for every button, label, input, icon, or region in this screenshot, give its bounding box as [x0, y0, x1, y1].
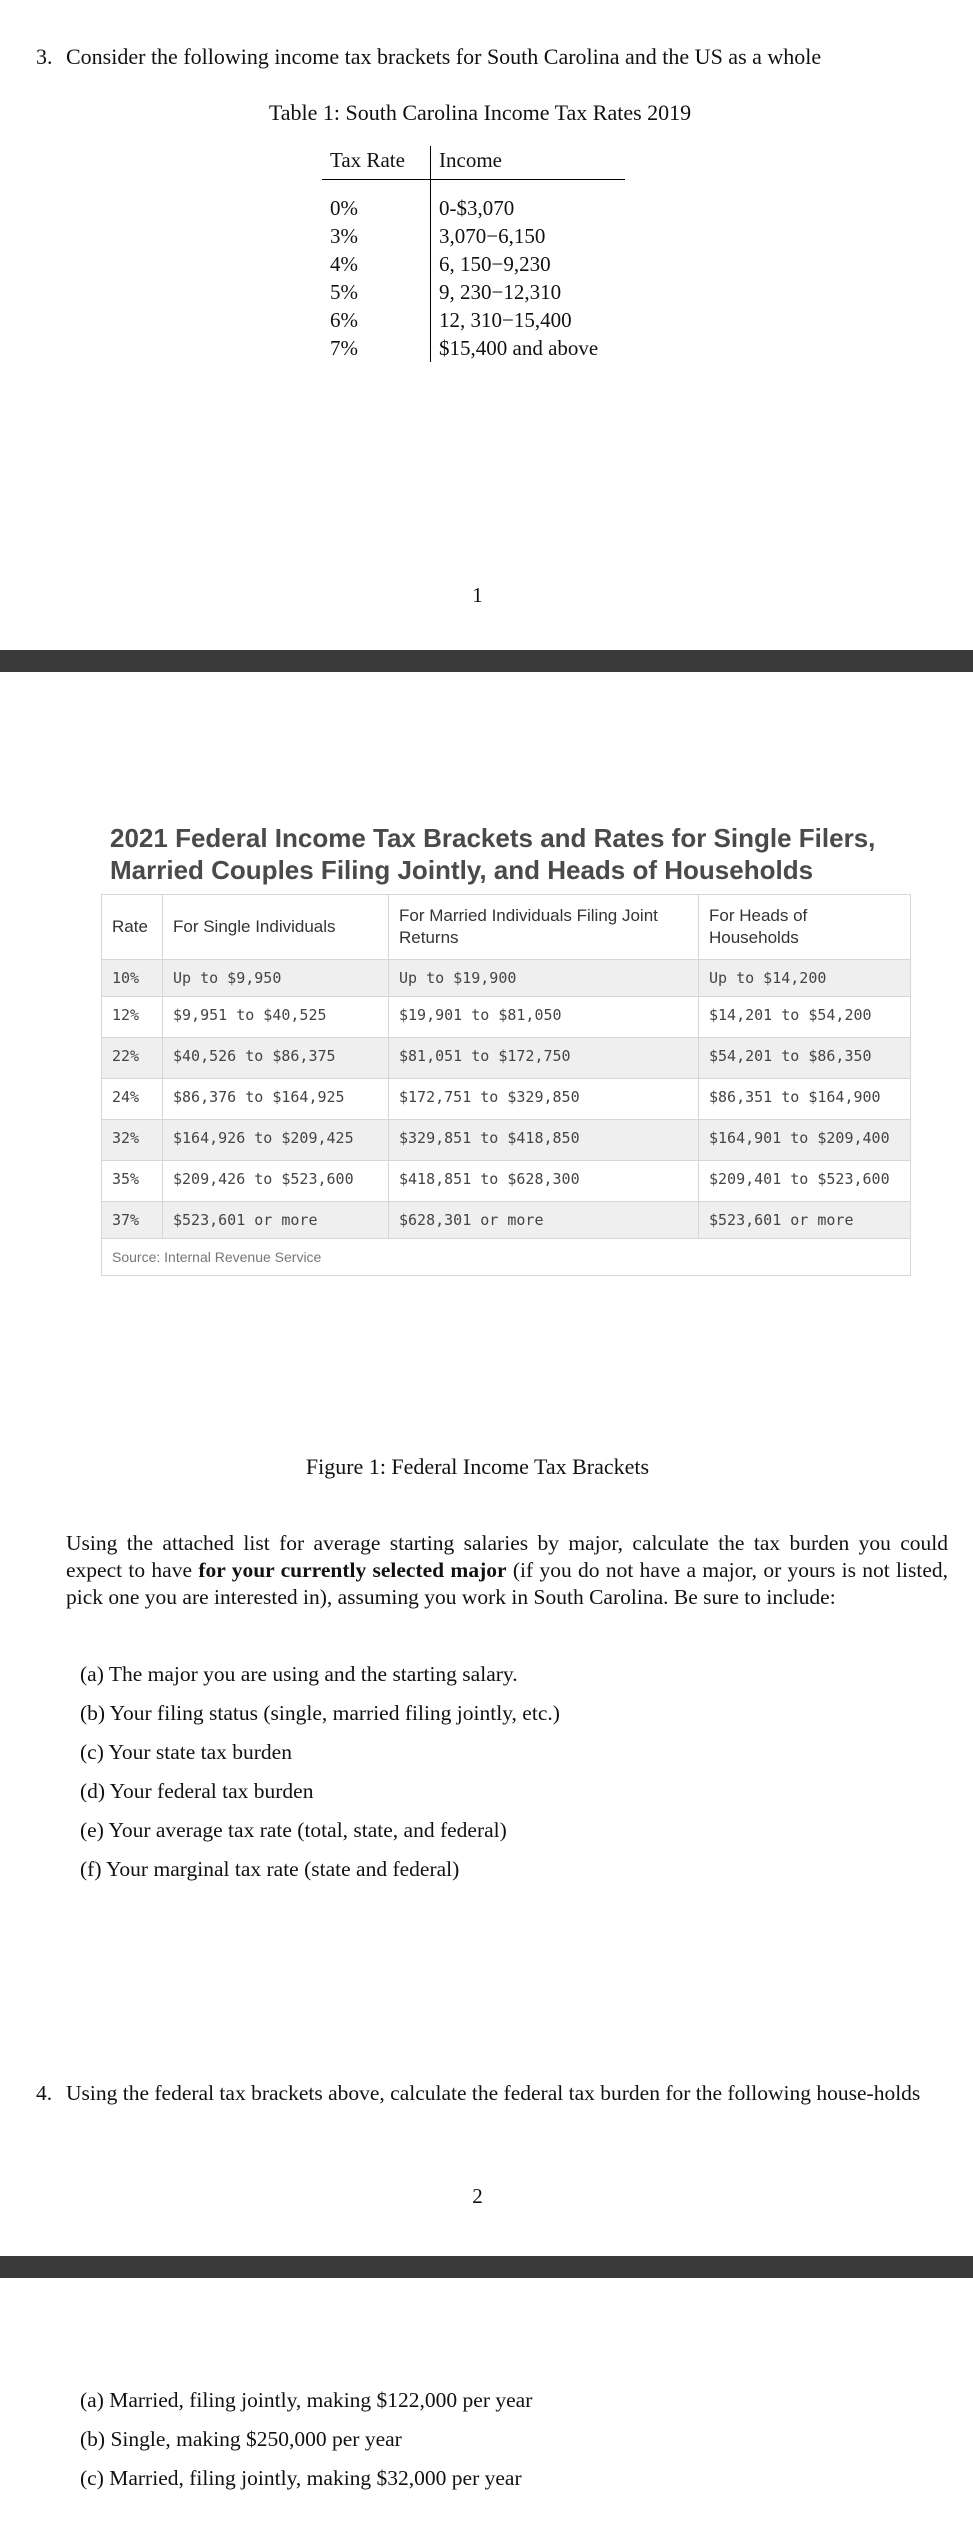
page-1 — [0, 0, 973, 650]
question-number: 3. — [36, 44, 53, 69]
header-income: Income — [431, 146, 626, 180]
federal-tax-table-box — [101, 894, 911, 1276]
table-caption: Table 1: South Carolina Income Tax Rates 2019 — [268, 100, 692, 125]
table-row: 24% $86,376 to $164,925 $172,751 to $329,850 $86,351 to $164,900 — [102, 1079, 910, 1120]
figure-caption: Figure 1: Federal Income Tax Brackets — [305, 1454, 650, 1479]
table-row: 12% $9,951 to $40,525 $19,901 to $81,050 $14,201 to $54,200 — [102, 997, 910, 1038]
question-3 — [36, 44, 821, 70]
table-row: 5% 9, 230−12,310 — [322, 278, 625, 306]
question-text: Using the federal tax brackets above, calculate the federal tax burden for the following house-holds — [66, 2081, 921, 2105]
list-item: (d) Your federal tax burden — [80, 1779, 314, 1803]
list-item: (a) Married, filing jointly, making $122,000 per year — [80, 2388, 533, 2412]
header-single: For Single Individuals — [163, 895, 389, 960]
header-married: For Married Individuals Filing Joint Returns — [389, 895, 699, 960]
table-row: 0% 0-$3,070 — [322, 194, 625, 222]
question-number: 4. — [36, 2081, 53, 2105]
header-head: For Heads of Households — [709, 906, 808, 947]
instructions-paragraph: Using the attached list for average starting salaries by major, calculate the tax burden you could expect to have for your currently selected major (if you do not have a major, or yours is not listed, pick one you are interested in), assuming you work in South Carolina. Be sure to include: — [66, 1531, 948, 1609]
table-row: 10% Up to $9,950 Up to $19,900 Up to $14,200 — [102, 960, 910, 997]
list-item: (f) Your marginal tax rate (state and federal) — [80, 1857, 460, 1881]
figure-title: 2021 Federal Income Tax Brackets and Rates for Single Filers, Married Couples Filing Jointly, and Heads of Households — [110, 823, 876, 885]
federal-tax-table — [102, 895, 910, 1238]
page-separator — [0, 650, 973, 672]
page-number: 1 — [472, 583, 483, 607]
table-row: 32% $164,926 to $209,425 $329,851 to $418,850 $164,901 to $209,400 — [102, 1120, 910, 1161]
page-2 — [0, 672, 973, 2256]
list-item: (a) The major you are using and the starting salary. — [80, 1662, 518, 1686]
page-number: 2 — [472, 2184, 483, 2208]
header-rate: Rate — [102, 895, 163, 960]
table-row: 35% $209,426 to $523,600 $418,851 to $628,300 $209,401 to $523,600 — [102, 1161, 910, 1202]
list-item: (e) Your average tax rate (total, state, and federal) — [80, 1818, 507, 1842]
table-row: 37% $523,601 or more $628,301 or more $523,601 or more — [102, 1202, 910, 1239]
question-4 — [36, 2080, 951, 2107]
page-3 — [0, 2278, 973, 2530]
table-row: 6% 12, 310−15,400 — [322, 306, 625, 334]
table-row: 7% $15,400 and above — [322, 334, 625, 362]
table-row: 22% $40,526 to $86,375 $81,051 to $172,750 $54,201 to $86,350 — [102, 1038, 910, 1079]
table-source: Source: Internal Revenue Service — [102, 1238, 910, 1275]
question-text: Consider the following income tax brackets for South Carolina and the US as a whole — [66, 44, 822, 69]
header-tax-rate: Tax Rate — [322, 146, 431, 180]
list-item: (c) Your state tax burden — [80, 1740, 292, 1764]
list-item: (b) Single, making $250,000 per year — [80, 2427, 402, 2451]
list-item: (c) Married, filing jointly, making $32,000 per year — [80, 2466, 522, 2490]
page-separator — [0, 2256, 973, 2278]
emphasis: for your currently selected major — [198, 1558, 507, 1582]
sc-tax-table — [322, 146, 625, 362]
table-row: 4% 6, 150−9,230 — [322, 250, 625, 278]
list-item: (b) Your filing status (single, married filing jointly, etc.) — [80, 1701, 560, 1725]
table-row: 3% 3,070−6,150 — [322, 222, 625, 250]
